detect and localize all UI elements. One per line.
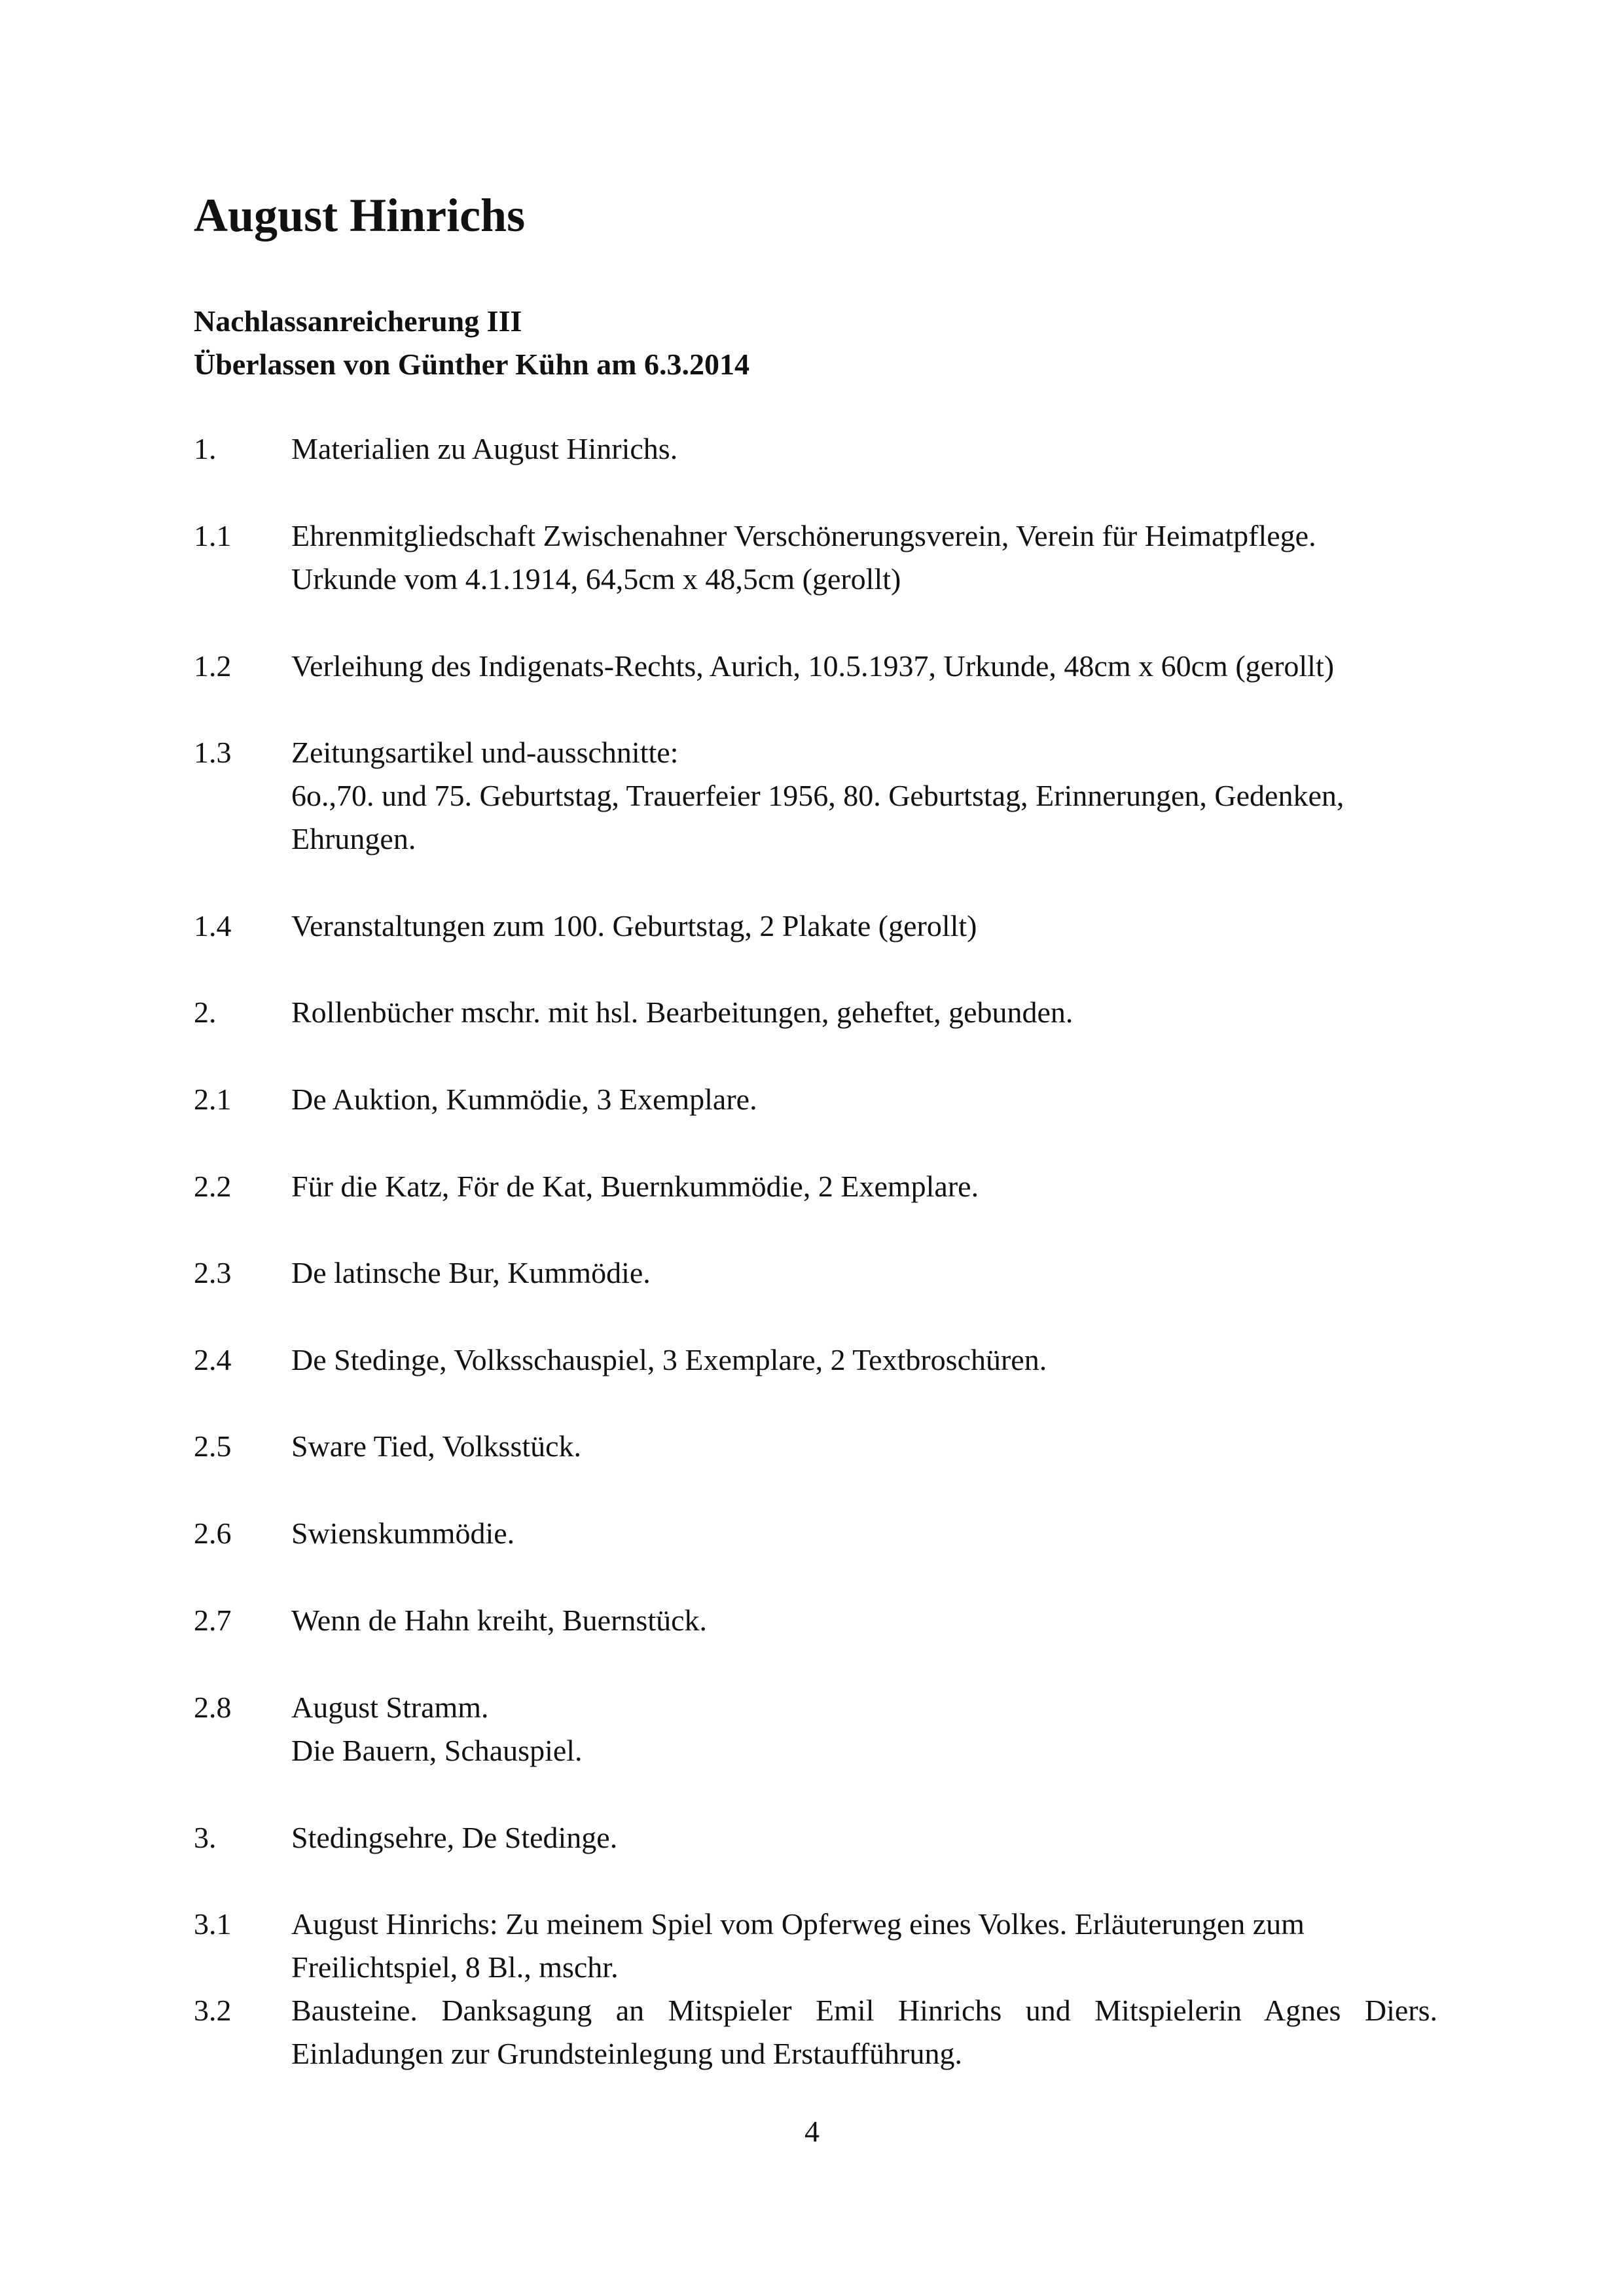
item-text: Materialien zu August Hinrichs. — [291, 432, 678, 465]
list-item — [194, 514, 1437, 601]
item-text: De Auktion, Kummödie, 3 Exemplare. — [291, 1083, 757, 1116]
item-number: 2. — [194, 996, 217, 1029]
list-item — [194, 1903, 1437, 1989]
list-item — [194, 1512, 1437, 1555]
item-number: 1.3 — [194, 736, 232, 769]
item-number: 1. — [194, 432, 217, 465]
item-text: Stedingsehre, De Stedinge. — [291, 1821, 618, 1854]
list-item — [194, 905, 1437, 948]
item-number: 2.1 — [194, 1083, 232, 1116]
list-item — [194, 731, 1437, 861]
item-text: Freilichtspiel, 8 Bl., mschr. — [291, 1950, 619, 1984]
item-text: De Stedinge, Volksschauspiel, 3 Exemplare, 2 Textbroschüren. — [291, 1343, 1047, 1376]
subtitle-line-1: Nachlassanreicherung III — [194, 304, 522, 338]
item-number: 2.5 — [194, 1429, 232, 1463]
item-text: Bausteine. Danksagung an Mitspieler Emil Hinrichs und Mitspielerin Agnes Diers. — [291, 1994, 1437, 2027]
document-title: August Hinrichs — [194, 189, 526, 242]
item-text: Für die Katz, För de Kat, Buernkummödie, 2 Exemplare. — [291, 1170, 979, 1203]
item-text: Veranstaltungen zum 100. Geburtstag, 2 Plakate (gerollt) — [291, 909, 977, 942]
item-number: 2.2 — [194, 1170, 232, 1203]
item-text: Zeitungsartikel und-ausschnitte: — [291, 736, 679, 769]
item-text: Swienskummödie. — [291, 1516, 515, 1550]
list-item — [194, 1338, 1437, 1382]
item-number: 1.4 — [194, 909, 232, 942]
list-item — [194, 991, 1437, 1034]
item-number: 3.1 — [194, 1907, 232, 1941]
list-item — [194, 1251, 1437, 1295]
item-text: Verleihung des Indigenats-Rechts, Aurich, 10.5.1937, Urkunde, 48cm x 60cm (gerollt) — [291, 649, 1335, 683]
item-number: 3. — [194, 1821, 217, 1854]
item-text: Wenn de Hahn kreiht, Buernstück. — [291, 1604, 708, 1637]
item-text: Urkunde vom 4.1.1914, 64,5cm x 48,5cm (gerollt) — [291, 562, 901, 596]
list-item — [194, 1165, 1437, 1208]
list-item — [194, 645, 1437, 688]
item-text: 6o.,70. und 75. Geburtstag, Trauerfeier 1956, 80. Geburtstag, Erinnerungen, Gedenken, — [291, 779, 1344, 812]
item-number: 1.1 — [194, 519, 232, 552]
list-item — [194, 1816, 1437, 1859]
item-text: August Stramm. — [291, 1691, 489, 1724]
page-number: 4 — [804, 2115, 820, 2148]
list-item — [194, 1989, 1437, 2075]
item-number: 2.4 — [194, 1343, 232, 1376]
subtitle-line-2: Überlassen von Günther Kühn am 6.3.2014 — [194, 348, 750, 381]
item-text: August Hinrichs: Zu meinem Spiel vom Opferweg eines Volkes. Erläuterungen zum — [291, 1907, 1305, 1941]
list-item — [194, 1078, 1437, 1121]
item-text: De latinsche Bur, Kummödie. — [291, 1256, 651, 1289]
list-item — [194, 1686, 1437, 1772]
item-text: Sware Tied, Volksstück. — [291, 1429, 582, 1463]
item-text: Die Bauern, Schauspiel. — [291, 1734, 583, 1767]
item-text: Einladungen zur Grundsteinlegung und Erstaufführung. — [291, 2037, 962, 2070]
item-number: 3.2 — [194, 1994, 232, 2027]
list-item — [194, 427, 1437, 471]
item-number: 2.7 — [194, 1604, 232, 1637]
item-text: Ehrungen. — [291, 822, 416, 855]
item-number: 1.2 — [194, 649, 232, 683]
list-item — [194, 1599, 1437, 1642]
item-number: 2.8 — [194, 1691, 232, 1724]
item-number: 2.6 — [194, 1516, 232, 1550]
list-item — [194, 1425, 1437, 1468]
item-text: Ehrenmitgliedschaft Zwischenahner Verschönerungsverein, Verein für Heimatpflege. — [291, 519, 1316, 552]
item-number: 2.3 — [194, 1256, 232, 1289]
item-text: Rollenbücher mschr. mit hsl. Bearbeitungen, geheftet, gebunden. — [291, 996, 1074, 1029]
